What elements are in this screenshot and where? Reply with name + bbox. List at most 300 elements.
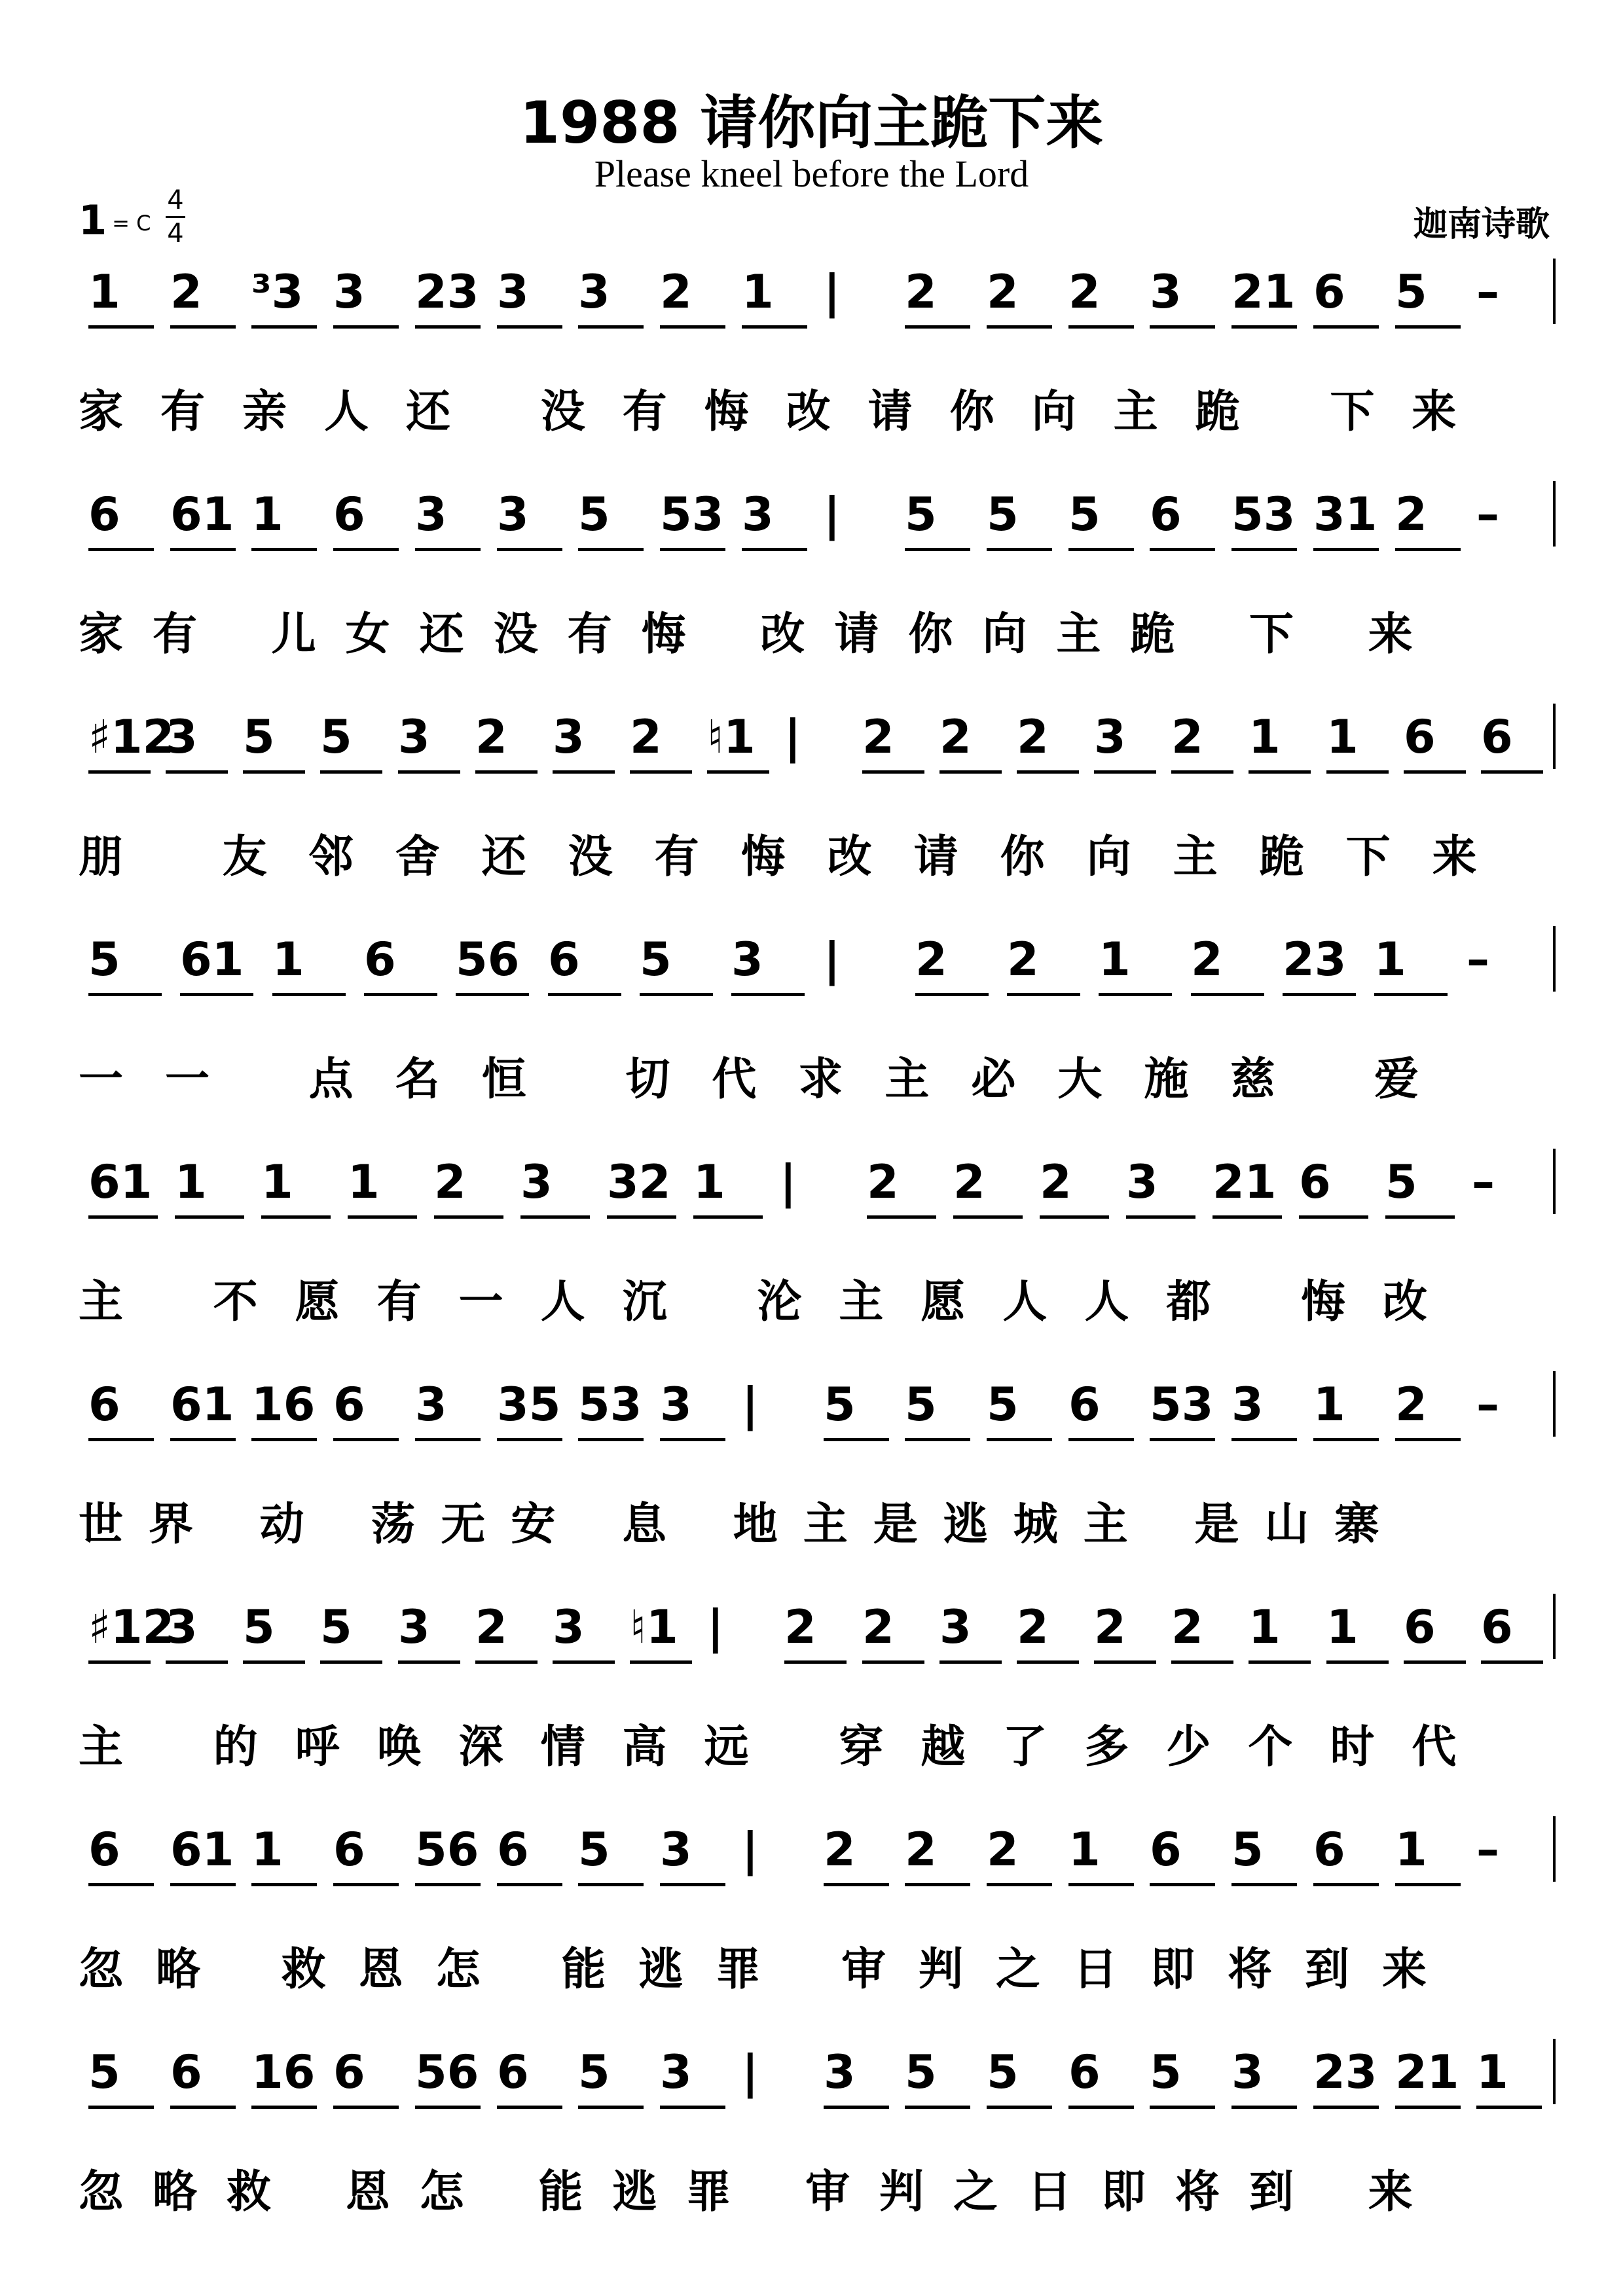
beam-underline [88,1660,151,1664]
note: 56 [415,1823,479,1876]
barline: | [780,1155,797,1209]
beam-underline [939,1660,1002,1664]
note: 3 [398,1600,430,1654]
beam-underline [166,770,228,774]
beam-underline [497,1438,562,1441]
beam-underline [987,548,1052,551]
beam-underline [175,1215,244,1219]
note: 61 [170,1378,234,1431]
beam-underline [905,2106,970,2109]
note: 3 [398,710,430,764]
beam-underline [1017,770,1079,774]
beam-underline [1249,770,1311,774]
note: 5 [987,2045,1019,2099]
note: 2 [987,265,1019,319]
beam-underline [578,548,644,551]
note: 6 [333,1823,365,1876]
note: 5 [243,710,275,764]
time-signature [162,185,189,249]
note: 56 [456,933,520,986]
note: 5 [640,933,672,986]
beam-underline [660,548,725,551]
beam-underline [1068,548,1134,551]
beam-underline [660,325,725,329]
note: 35 [497,1378,561,1431]
beam-underline [1099,993,1172,996]
barline: | [784,710,801,764]
note: 3 [660,1823,692,1876]
note: 1 [261,1155,293,1209]
beam-underline [88,548,154,551]
beam-underline [707,770,769,774]
note: 3 [415,1378,447,1431]
beam-underline [784,1660,847,1664]
note: 5 [578,1823,610,1876]
beam-underline [415,2106,481,2109]
lyric-line: 家有亲人还 没有悔改请你向主跪 下来 [79,386,1494,438]
beam-underline [243,1660,305,1664]
note: 3 [939,1600,972,1654]
note: 16 [251,1378,316,1431]
beam-underline [953,1215,1023,1219]
beam-underline [415,548,481,551]
beam-underline [1068,325,1134,329]
note: 1 [1068,1823,1101,1876]
note: 6 [1481,1600,1513,1654]
note: 5 [987,488,1019,541]
beam-underline [170,1883,236,1886]
beam-underline [497,325,562,329]
beam-underline [1395,2106,1461,2109]
beam-underline [1231,1883,1297,1886]
note: 5 [905,2045,937,2099]
note: 1 [1326,710,1359,764]
note: 6 [497,2045,529,2099]
note: 2 [1040,1155,1072,1209]
note: 6 [333,1378,365,1431]
note: 2 [953,1155,985,1209]
note: 21 [1231,265,1296,319]
beam-underline [88,2106,154,2109]
beam-underline [1313,325,1379,329]
beam-underline [251,548,317,551]
beam-underline [170,1438,236,1441]
note: 3 [1126,1155,1158,1209]
end-barline [1553,1816,1556,1882]
beam-underline [1374,993,1448,996]
beam-underline [1150,325,1215,329]
note: ♯12 [88,710,175,764]
beam-underline [1231,1438,1297,1441]
meter-bottom: 4 [167,219,184,249]
barline: | [824,933,841,986]
lyric-line: 忽略救 恩怎 能逃罪 审判之日即将到 来 [79,2166,1442,2218]
beam-underline [630,1660,692,1664]
beam-underline [261,1215,331,1219]
beam-underline [1094,1660,1156,1664]
note: 2 [862,1600,894,1654]
note: 2 [915,933,947,986]
beam-underline [1481,770,1543,774]
beam-underline [88,993,162,996]
note: 56 [415,2045,479,2099]
beam-underline [1395,1883,1461,1886]
note: – [1467,933,1489,986]
note: 6 [1313,265,1345,319]
note: 1 [175,1155,207,1209]
end-barline [1553,481,1556,547]
note: 23 [1283,933,1347,986]
note: 1 [1476,2045,1508,2099]
lyric-line: 世界 动 荡无安 息 地主是逃城主 是山寨 [79,1499,1405,1551]
note: 5 [1150,2045,1182,2099]
note: 5 [88,2045,120,2099]
beam-underline [939,770,1002,774]
barline: | [742,1378,759,1431]
beam-underline [905,325,970,329]
note: 6 [88,1378,120,1431]
key-signature [79,196,151,244]
author-label: 迦南诗歌 [1413,205,1550,244]
beam-underline [824,1883,889,1886]
beam-underline [867,1215,936,1219]
beam-underline [1231,325,1297,329]
song-title: 1988 请你向主跪下来 [519,89,1104,156]
note: 6 [170,2045,202,2099]
note: – [1476,1378,1499,1431]
note: 3 [166,1600,198,1654]
beam-underline [1313,548,1379,551]
beam-underline [1326,770,1389,774]
note: 5 [320,710,352,764]
key-equals: = C [112,210,151,236]
lyric-line: 家有 儿女还没有悔 改请你向主跪 下 来 [79,609,1442,660]
note: 3 [520,1155,553,1209]
beam-underline [640,993,713,996]
note: 1 [348,1155,380,1209]
note: – [1476,265,1499,319]
note: 6 [548,933,580,986]
note: 1 [1313,1378,1345,1431]
note: – [1476,1823,1499,1876]
beam-underline [731,993,805,996]
beam-underline [251,2106,317,2109]
note: 6 [1068,1378,1101,1431]
note: 6 [364,933,396,986]
beam-underline [1385,1215,1455,1219]
lyric-line: 朋 友邻舍还没有悔改请你向主跪下来 [79,831,1519,883]
note: 2 [1094,1600,1126,1654]
note: 2 [867,1155,899,1209]
beam-underline [1068,2106,1134,2109]
meter-top: 4 [167,185,184,215]
beam-underline [1094,770,1156,774]
beam-underline [1150,2106,1215,2109]
beam-underline [742,548,807,551]
beam-underline [320,770,382,774]
note: 3 [1150,265,1182,319]
end-barline [1553,1594,1556,1659]
end-barline [1553,1371,1556,1437]
note: 1 [272,933,304,986]
beam-underline [170,2106,236,2109]
beam-underline [1231,548,1297,551]
beam-underline [987,1438,1052,1441]
beam-underline [1326,1660,1389,1664]
beam-underline [333,548,399,551]
note: 3 [333,265,365,319]
beam-underline [415,1883,481,1886]
note: 3 [415,488,447,541]
beam-underline [398,1660,460,1664]
note: 5 [905,488,937,541]
beam-underline [1150,1883,1215,1886]
beam-underline [1171,1660,1233,1664]
note: 2 [434,1155,466,1209]
beam-underline [824,1438,889,1441]
beam-underline [88,1883,154,1886]
note: 3 [660,1378,692,1431]
beam-underline [1404,770,1466,774]
end-barline [1553,2039,1556,2104]
note: 1 [251,1823,283,1876]
barline: | [824,265,841,319]
beam-underline [1313,1438,1379,1441]
beam-underline [475,1660,538,1664]
beam-underline [578,2106,644,2109]
note: 23 [415,265,479,319]
beam-underline [415,1438,481,1441]
beam-underline [630,770,692,774]
note: 6 [1481,710,1513,764]
note: 6 [88,488,120,541]
note: 2 [987,1823,1019,1876]
barline: | [742,1823,759,1876]
lyric-line: 主 不愿有一人沉 沦主愿人人都 悔改 [79,1276,1465,1328]
beam-underline [548,993,621,996]
note: 53 [1150,1378,1214,1431]
beam-underline [251,1438,317,1441]
note: 5 [824,1378,856,1431]
beam-underline [607,1215,676,1219]
song-subtitle: Please kneel before the Lord [594,152,1029,195]
beam-underline [1476,2106,1542,2109]
note: 6 [1404,1600,1436,1654]
note: 5 [243,1600,275,1654]
note: 2 [475,1600,507,1654]
note: 61 [170,488,234,541]
beam-underline [553,1660,615,1664]
note: 6 [497,1823,529,1876]
note: 5 [1068,488,1101,541]
lyric-line: 忽略 救恩怎 能逃罪 审判之日即将到来 [79,1944,1460,1996]
beam-underline [1395,1438,1461,1441]
beam-underline [824,2106,889,2109]
note: 61 [170,1823,234,1876]
note: 3 [1094,710,1126,764]
note: 2 [1191,933,1223,986]
beam-underline [1213,1215,1282,1219]
note: 1 [1326,1600,1359,1654]
note: 3 [660,2045,692,2099]
note: 2 [824,1823,856,1876]
note: 16 [251,2045,316,2099]
note: 1 [1249,1600,1281,1654]
beam-underline [475,770,538,774]
beam-underline [1299,1215,1368,1219]
beam-underline [333,1883,399,1886]
beam-underline [320,1660,382,1664]
beam-underline [1404,1660,1466,1664]
beam-underline [742,325,807,329]
beam-underline [1313,2106,1379,2109]
note: 1 [693,1155,725,1209]
beam-underline [1283,993,1356,996]
beam-underline [398,770,460,774]
note: 31 [1313,488,1377,541]
beam-underline [1017,1660,1079,1664]
beam-underline [170,548,236,551]
note: 2 [1171,1600,1203,1654]
beam-underline [1150,548,1215,551]
beam-underline [987,1883,1052,1886]
beam-underline [251,325,317,329]
barline: | [742,2045,759,2099]
beam-underline [578,1883,644,1886]
note: 61 [180,933,244,986]
note: 61 [88,1155,153,1209]
beam-underline [862,1660,924,1664]
note: 2 [1395,488,1427,541]
beam-underline [434,1215,503,1219]
note: ♮1 [630,1600,678,1654]
beam-underline [660,2106,725,2109]
beam-underline [1040,1215,1109,1219]
note: 2 [170,265,202,319]
lyric-line: 主 的呼唤深情高远 穿越了多少个时代 [79,1721,1494,1773]
note: 6 [1068,2045,1101,2099]
beam-underline [578,325,644,329]
beam-underline [987,325,1052,329]
note: 5 [320,1600,352,1654]
note: 2 [905,1823,937,1876]
beam-underline [1068,1883,1134,1886]
note: 3 [1231,1378,1264,1431]
beam-underline [1007,993,1080,996]
note: 3 [497,265,529,319]
note: 5 [578,488,610,541]
beam-underline [497,1883,562,1886]
note: 5 [578,2045,610,2099]
beam-underline [1249,1660,1311,1664]
beam-underline [272,993,346,996]
note: 3 [497,488,529,541]
beam-underline [180,993,253,996]
note: 3 [166,710,198,764]
beam-underline [693,1215,763,1219]
beam-underline [1126,1215,1195,1219]
note: 2 [905,265,937,319]
beam-underline [905,1883,970,1886]
note: 6 [1404,710,1436,764]
beam-underline [1395,548,1461,551]
note: 1 [1249,710,1281,764]
note: 3 [578,265,610,319]
beam-underline [660,1883,725,1886]
note: 2 [1395,1378,1427,1431]
barline: | [824,488,841,541]
note: 3 [731,933,763,986]
note: 3 [553,1600,585,1654]
beam-underline [1231,2106,1297,2109]
note: 2 [862,710,894,764]
beam-underline [333,325,399,329]
note: 2 [784,1600,816,1654]
note: 3 [553,710,585,764]
beam-underline [1395,325,1461,329]
note: 1 [88,265,120,319]
note: 1 [1374,933,1406,986]
beam-underline [578,1438,644,1441]
note: ♯12 [88,1600,175,1654]
note: 21 [1395,2045,1459,2099]
barline: | [707,1600,724,1654]
note: 5 [1395,265,1427,319]
note: 2 [1007,933,1039,986]
note: 2 [660,265,692,319]
beam-underline [251,1883,317,1886]
note: – [1472,1155,1495,1209]
end-barline [1553,259,1556,324]
note: 2 [1171,710,1203,764]
beam-underline [1313,1883,1379,1886]
end-barline [1553,1149,1556,1214]
lyric-line: 一一 点名恒 切代求主必大施慈 爱 [79,1054,1461,1105]
note: 6 [1299,1155,1331,1209]
note: 21 [1213,1155,1277,1209]
note: 5 [88,933,120,986]
note: 32 [607,1155,671,1209]
beam-underline [905,1438,970,1441]
note: 23 [1313,2045,1377,2099]
beam-underline [1171,770,1233,774]
beam-underline [520,1215,590,1219]
note: 5 [905,1378,937,1431]
note: 6 [1150,488,1182,541]
note: 2 [1068,265,1101,319]
note: 1 [742,265,774,319]
beam-underline [88,1438,154,1441]
note: 6 [1313,1823,1345,1876]
note: 2 [630,710,662,764]
beam-underline [348,1215,417,1219]
beam-underline [243,770,305,774]
beam-underline [88,770,151,774]
note: 53 [578,1378,642,1431]
beam-underline [1191,993,1264,996]
note: 3 [742,488,774,541]
note: 5 [1385,1155,1417,1209]
note: 3 [824,2045,856,2099]
beam-underline [497,548,562,551]
beam-underline [1150,1438,1215,1441]
beam-underline [333,1438,399,1441]
note: 6 [333,2045,365,2099]
note: 2 [475,710,507,764]
note: 2 [1017,710,1049,764]
note: 5 [987,1378,1019,1431]
note: 1 [1395,1823,1427,1876]
